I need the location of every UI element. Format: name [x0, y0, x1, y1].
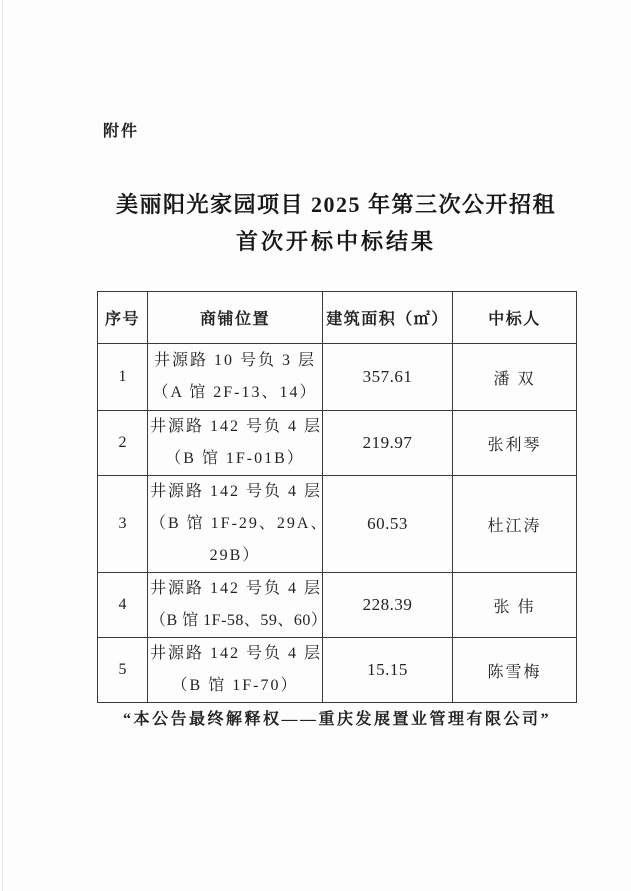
shop-location-cell: 井源路 142 号负 4 层 （B 馆 1F-01B）: [148, 411, 323, 476]
shop-location-cell: 井源路 142 号负 4 层 （B 馆 1F-70）: [148, 638, 323, 703]
final-interpretation-note: “本公告最终解释权——重庆发展置业管理有限公司”: [122, 711, 551, 728]
table-row: [98, 573, 577, 638]
header-building-area: 建筑面积（㎡）: [323, 292, 453, 344]
serial-number-cell: 2: [98, 411, 148, 476]
serial-number-cell: 4: [98, 573, 148, 638]
building-area-cell: 219.97: [323, 411, 453, 476]
serial-number-cell: 1: [98, 344, 148, 411]
winner-cell: 张 伟: [453, 573, 577, 638]
document-title: [76, 186, 596, 260]
winner-cell: 张利琴: [453, 411, 577, 476]
header-shop-location: 商铺位置: [148, 292, 323, 344]
bid-results-table: [97, 291, 577, 703]
serial-number-cell: 5: [98, 638, 148, 703]
header-serial-number: 序号: [98, 292, 148, 344]
building-area-cell: 228.39: [323, 573, 453, 638]
shop-location-cell: 井源路 10 号负 3 层 （A 馆 2F-13、14）: [148, 344, 323, 411]
serial-number-cell: 3: [98, 476, 148, 573]
shop-location-cell: 井源路 142 号负 4 层 （B 馆 1F-58、59、60）: [148, 573, 323, 638]
scan-edge-line: [2, 0, 3, 891]
building-area-cell: 60.53: [323, 476, 453, 573]
winner-cell: 潘 双: [453, 344, 577, 411]
winner-cell: 杜江涛: [453, 476, 577, 573]
table-row: [98, 344, 577, 411]
table-row: [98, 476, 577, 573]
building-area-cell: 357.61: [323, 344, 453, 411]
document-title-line2: 首次开标中标结果: [235, 229, 436, 254]
table-row: [98, 411, 577, 476]
table-header-row: [98, 292, 577, 344]
header-winner: 中标人: [453, 292, 577, 344]
shop-location-cell: 井源路 142 号负 4 层 （B 馆 1F-29、29A、 29B）: [148, 476, 323, 573]
building-area-cell: 15.15: [323, 638, 453, 703]
table-row: [98, 638, 577, 703]
attachment-label: 附件: [103, 123, 140, 140]
document-title-line1: 美丽阳光家园项目 2025 年第三次公开招租: [115, 192, 556, 217]
winner-cell: 陈雪梅: [453, 638, 577, 703]
